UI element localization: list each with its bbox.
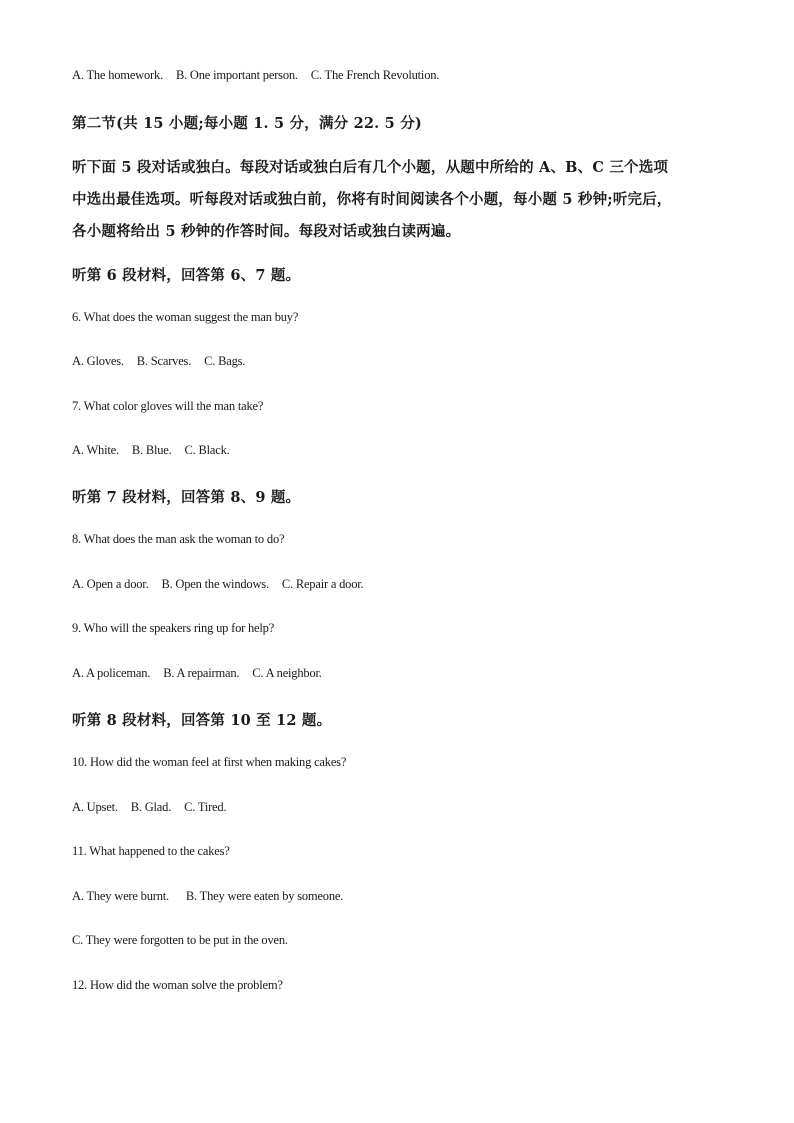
question-10: 10. How did the woman feel at first when making cakes? (72, 755, 347, 769)
option-b: B. They were eaten by someone. (185, 889, 344, 903)
option-a: A. The homework. (72, 68, 163, 82)
option-b: B. Glad. (130, 800, 172, 814)
option-b: B. Open the windows. (161, 577, 269, 591)
question-8: 8. What does the man ask the woman to do? (72, 532, 285, 546)
option-c: C. Black. (184, 443, 230, 457)
question-7: 7. What color gloves will the man take? (72, 399, 264, 413)
instructions-line-1: 听下面 5 段对话或独白。每段对话或独白后有几个小题，从题中所给的 A、B、C 三个选项 (72, 159, 669, 176)
material-heading-7: 听第 7 段材料，回答第 8、9 题。 (72, 489, 301, 506)
options-q8 (72, 577, 363, 592)
options-q6 (72, 354, 245, 369)
question-9: 9. Who will the speakers ring up for help? (72, 621, 275, 635)
instructions-line-3: 各小题将给出 5 秒钟的作答时间。每段对话或独白读两遍。 (72, 223, 461, 240)
option-a: A. White. (72, 443, 119, 457)
option-a: A. Open a door. (72, 577, 149, 591)
material-heading-8: 听第 8 段材料，回答第 10 至 12 题。 (72, 712, 332, 729)
option-a: A. Upset. (72, 800, 118, 814)
option-a: A. Gloves. (72, 354, 124, 368)
option-b: B. A repairman. (163, 666, 240, 680)
material-heading-6: 听第 6 段材料，回答第 6、7 题。 (72, 267, 301, 284)
option-c: C. They were forgotten to be put in the oven. (72, 933, 288, 947)
question-11: 11. What happened to the cakes? (72, 844, 230, 858)
question-6: 6. What does the woman suggest the man buy? (72, 310, 299, 324)
option-c: C. Bags. (204, 354, 246, 368)
option-b: B. Scarves. (136, 354, 192, 368)
options-q5 (72, 68, 439, 83)
option-c: C. A neighbor. (252, 666, 322, 680)
options-q10 (72, 800, 226, 815)
option-a: A. They were burnt. (72, 889, 169, 903)
option-c: C. Repair a door. (281, 577, 364, 591)
options-q9 (72, 666, 322, 681)
option-b: B. Blue. (131, 443, 172, 457)
option-b: B. One important person. (175, 68, 298, 82)
option-c: C. The French Revolution. (310, 68, 440, 82)
options-q11-ab (72, 889, 343, 904)
options-q7 (72, 443, 230, 458)
question-12: 12. How did the woman solve the problem? (72, 978, 283, 992)
option-a: A. A policeman. (72, 666, 151, 680)
option-c: C. Tired. (184, 800, 227, 814)
instructions-line-2: 中选出最佳选项。听每段对话或独白前，你将有时间阅读各个小题，每小题 5 秒钟;听完后， (72, 191, 672, 208)
section-title: 第二节(共 15 小题;每小题 1. 5 分，满分 22. 5 分) (72, 115, 422, 132)
